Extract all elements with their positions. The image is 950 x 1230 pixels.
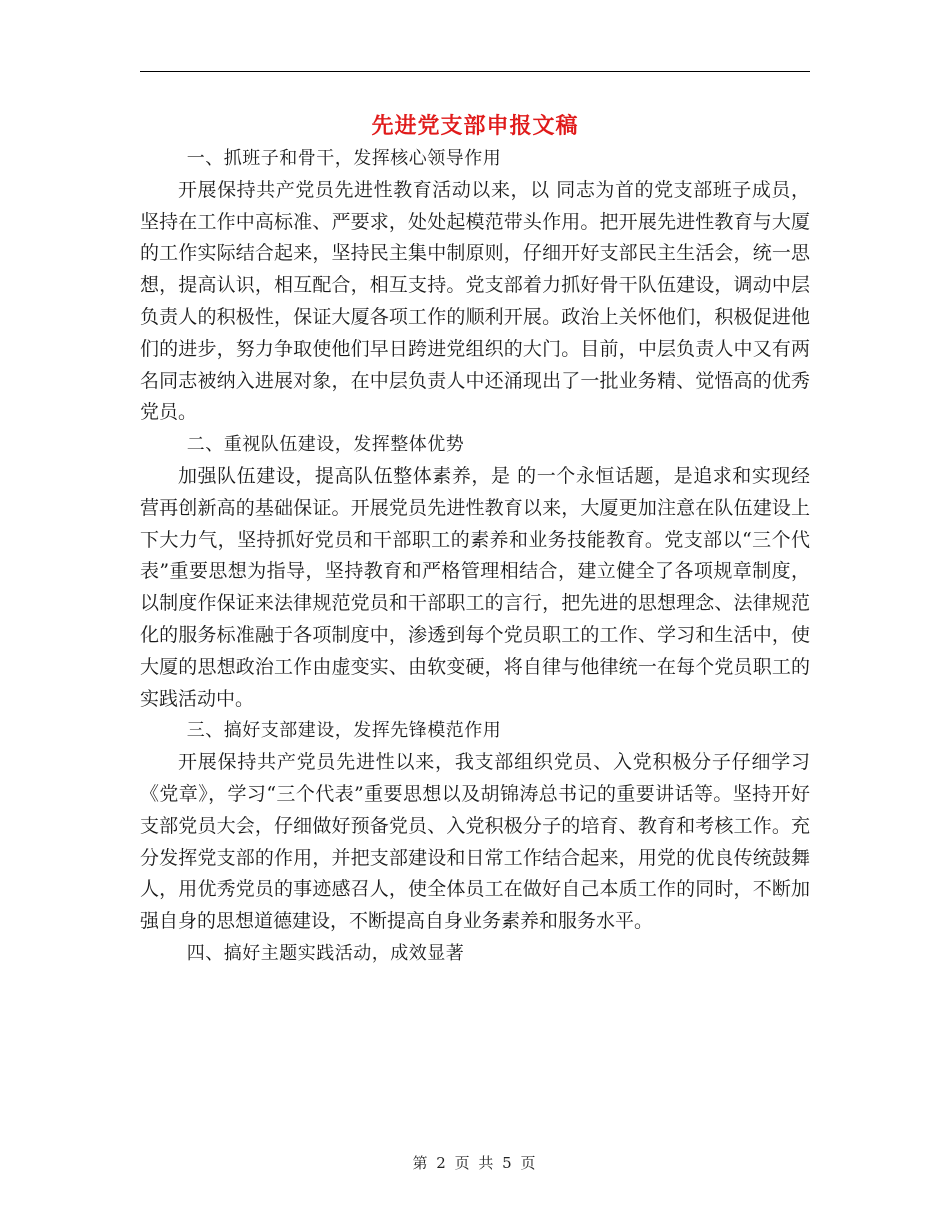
section-3-paragraph: 开展保持共产党员先进性以来，我支部组织党员、入党积极分子仔细学习《党章》，学习“三个代表”重要思想以及胡锦涛总书记的重要讲话等。坚持开好支部党员大会，仔细做好预备党员、入党积极分子的培育、教育和考核工作。充分发挥党支部的作用，并把支部建设和日常工作结合起来，用党的优良传统鼓舞人，用优秀党员的事迹感召人，使全体员工在做好自己本质工作的同时，不断加强自身的思想道德建设，不断提高自身业务素养和服务水平。: [140, 751, 810, 933]
section-1-paragraph: 开展保持共产党员先进性教育活动以来，以 同志为首的党支部班子成员，坚持在工作中高标准、严要求，处处起模范带头作用。把开展先进性教育与大厦的工作实际结合起来，坚持民主集中制原则，仔细开好支部民主生活会，统一思想，提高认识，相互配合，相互支持。党支部着力抓好骨干队伍建设，调动中层负责人的积极性，保证大厦各项工作的顺利开展。政治上关怀他们，积极促进他们的进步，努力争取使他们早日跨进党组织的大门。目前，中层负责人中又有两名同志被纳入进展对象，在中层负责人中还涌现出了一批业务精、觉悟高的优秀党员。: [140, 178, 810, 424]
header-rule: [140, 71, 810, 72]
section-3-heading: 三、搞好支部建设，发挥先锋模范作用: [186, 720, 502, 742]
document-body: [140, 143, 810, 970]
document-title: 先进党支部申报文稿: [371, 113, 579, 139]
section-4-heading: 四、搞好主题实践活动，成效显著: [186, 942, 465, 964]
page-number-footer: 第 2 页 共 5 页: [412, 1154, 538, 1172]
section-2-heading: 二、重视队伍建设，发挥整体优势: [186, 434, 465, 456]
section-2-paragraph: 加强队伍建设，提高队伍整体素养，是 的一个永恒话题，是追求和实现经营再创新高的基础保证。开展党员先进性教育以来，大厦更加注意在队伍建设上下大力气，坚持抓好党员和干部职工的素养和业务技能教育。党支部以“三个代表”重要思想为指导，坚持教育和严格管理相结合，建立健全了各项规章制度，以制度作保证来法律规范党员和干部职工的言行，把先进的思想理念、法律规范化的服务标准融于各项制度中，渗透到每个党员职工的工作、学习和生活中，使大厦的思想政治工作由虚变实、由软变硬，将自律与他律统一在每个党员职工的实践活动中。: [140, 464, 810, 710]
section-1-heading: 一、抓班子和骨干，发挥核心领导作用: [186, 148, 502, 169]
